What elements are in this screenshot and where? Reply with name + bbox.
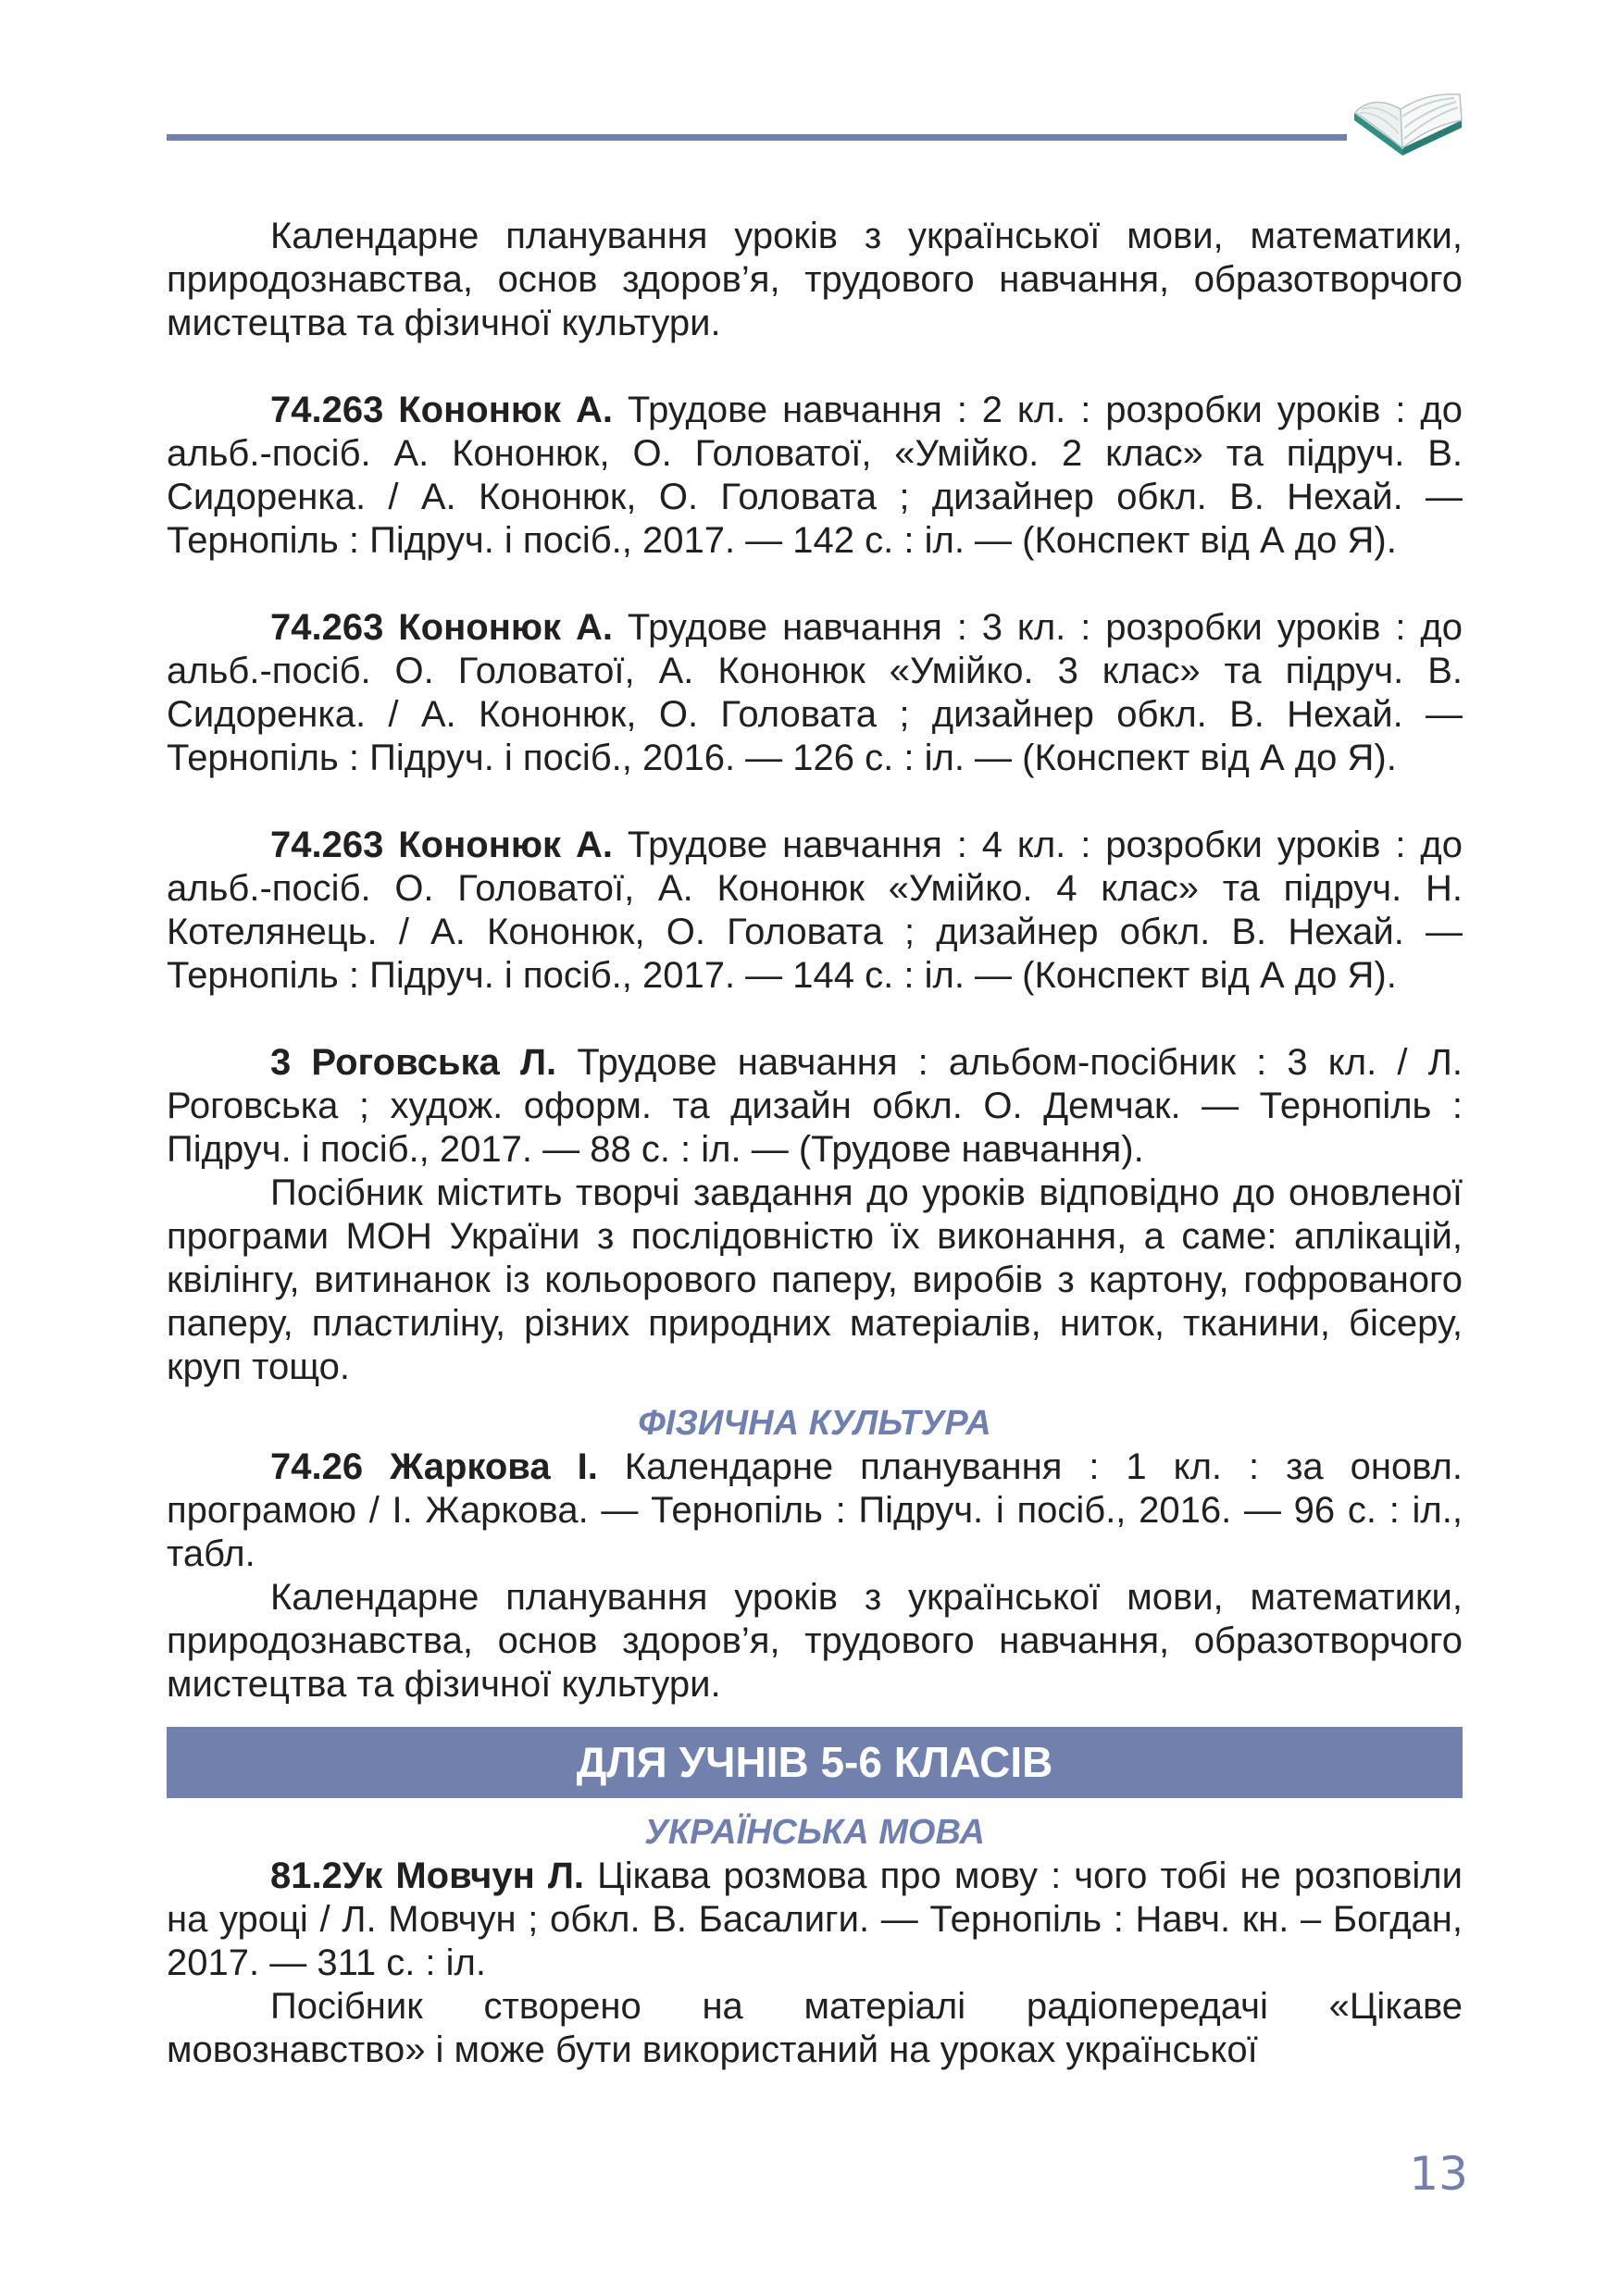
section-heading-physical-culture: ФІЗИЧНА КУЛЬТУРА	[638, 1404, 991, 1443]
entry-text: Трудове навчання : альбом-посібник : 3 кл. / Л. Роговська ; худож. оформ. та дизайн обкл. О. Демчак. — Тернопіль : Підруч. і посіб., 2017. — 88 с. : іл. — (Трудове навчання).	[167, 1042, 1463, 1170]
bibliography-entry	[167, 1041, 1463, 1172]
entry-description: Календарне планування уроків з української мови, математики, природознавства, основ здоров’я, трудового навчання, образотворчого мистецтва та фізичної культури.	[167, 1577, 1463, 1705]
entry-text: Цікава розмова про мову : чого тобі не розповіли на уроці / Л. Мовчун ; обкл. В. Басалиги. — Тернопіль : Навч. кн. – Богдан, 2017. — 311 с. : іл.	[167, 1855, 1463, 1983]
header-rule	[167, 134, 1347, 141]
bibliography-entry	[167, 1446, 1463, 1576]
entry-author: 3 Роговська Л.	[270, 1042, 557, 1083]
open-book-icon	[1347, 74, 1467, 167]
entry-text: Календарне планування : 1 кл. : за оновл. програмою / І. Жаркова. — Тернопіль : Підруч. і посіб., 2016. — 96 с. : іл., табл.	[167, 1446, 1463, 1574]
bibliography-entry	[167, 389, 1463, 563]
intro-paragraph: Календарне планування уроків з української мови, математики, природознавства, основ здоров’я, трудового навчання, образотворчого мистецтва та фізичної культури.	[167, 216, 1463, 343]
page-number: 13	[1409, 2147, 1468, 2201]
entry-author: 74.263 Кононюк А.	[270, 607, 613, 648]
page-content	[167, 215, 1463, 2072]
entry-text: Трудове навчання : 3 кл. : розробки уроків : до альб.-посіб. О. Головатої, А. Кононюк «Умійко. 3 клас» та підруч. В. Сидоренка. / А. Кононюк, О. Головата ; дизайнер обкл. В. Нехай. — Тернопіль : Підруч. і посіб., 2016. — 126 с. : іл. — (Конспект від А до Я).	[167, 607, 1463, 778]
bibliography-entry	[167, 824, 1463, 998]
entry-author: 74.26 Жаркова І.	[270, 1446, 598, 1487]
bibliography-entry	[167, 606, 1463, 780]
section-heading-ukrainian: УКРАЇНСЬКА МОВА	[644, 1813, 985, 1852]
entry-author: 81.2Ук Мовчун Л.	[270, 1855, 585, 1896]
entry-text: Трудове навчання : 2 кл. : розробки уроків : до альб.-посіб. А. Кононюк, О. Головатої, «Умійко. 2 клас» та підруч. В. Сидоренка. / А. Кононюк, О. Головата ; дизайнер обкл. В. Нехай. — Тернопіль : Підруч. і посіб., 2017. — 142 с. : іл. — (Конспект від А до Я).	[167, 390, 1463, 561]
entry-text: Трудове навчання : 4 кл. : розробки уроків : до альб.-посіб. О. Головатої, А. Кононюк «Умійко. 4 клас» та підруч. Н. Котелянець. / А. Кононюк, О. Головата ; дизайнер обкл. В. Нехай. — Тернопіль : Підруч. і посіб., 2017. — 144 с. : іл. — (Конспект від А до Я).	[167, 825, 1463, 996]
entry-description: Посібник містить творчі завдання до уроків відповідно до оновленої програми МОН України з послідовністю їх виконання, а саме: аплікацій, квілінгу, витинанок із кольорового паперу, виробів з картону, гофрованого паперу, пластиліну, різних природних матеріалів, ниток, тканини, бісеру, круп тощо.	[167, 1173, 1463, 1387]
entry-author: 74.263 Кононюк А.	[270, 825, 613, 865]
entry-description: Посібник створено на матеріалі радіопередачі «Цікаве мовознавство» і може бути використаний на уроках української	[167, 1986, 1463, 2070]
grade-banner: ДЛЯ УЧНІВ 5-6 КЛАСІВ	[167, 1727, 1463, 1798]
entry-author: 74.263 Кононюк А.	[270, 390, 613, 430]
bibliography-entry	[167, 1855, 1463, 1985]
